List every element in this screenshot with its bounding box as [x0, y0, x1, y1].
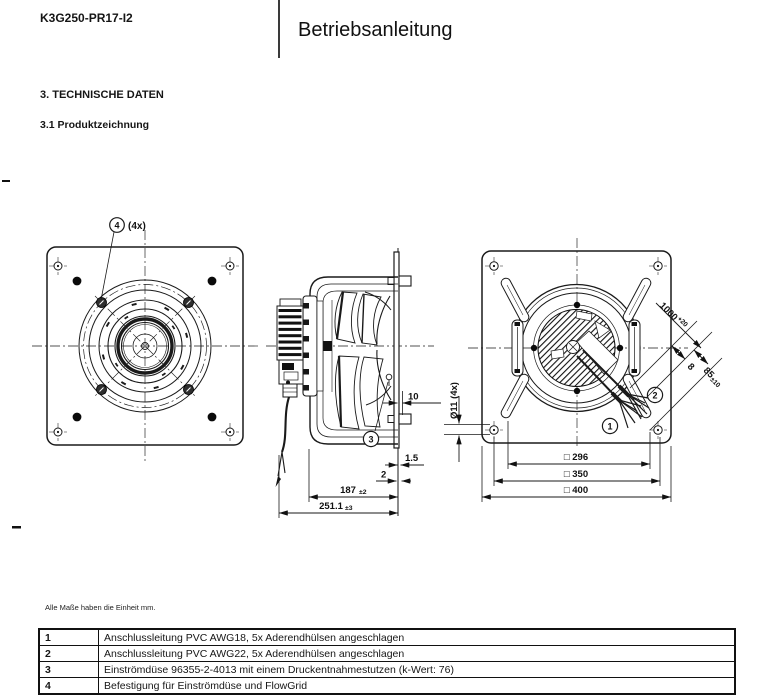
dim-ferrule-label: 8 [684, 361, 697, 373]
dim-plate-label: 2 [381, 469, 387, 481]
dim-hole-label: Ø11 (4x) [449, 382, 460, 419]
part-position: 4 [39, 678, 99, 695]
dim-strip-length-label: 85 [700, 365, 717, 381]
part-description: Einströmdüse 96355-2-4013 mit einem Druckentnahmestutzen (k-Wert: 76) [99, 662, 736, 678]
units-note: Alle Maße haben die Einheit mm. [45, 603, 156, 612]
callout-part4-number: 4 [114, 220, 120, 231]
dim-sq400-label: □ 400 [563, 485, 589, 496]
subsection-heading: 3.1 Produktzeichnung [40, 119, 150, 131]
dim-cable-length-label: 1000 [656, 300, 680, 324]
callout-part1-number: 1 [607, 421, 613, 432]
part-position: 3 [39, 662, 99, 678]
dim-depth-inner-label: 187 [340, 485, 356, 496]
part-position: 1 [39, 629, 99, 646]
scan-marks [2, 180, 21, 529]
dim-gap-label: 1.5 [405, 453, 419, 464]
table-row [39, 678, 735, 695]
part-description: Anschlussleitung PVC AWG22, 5x Aderendhülsen angeschlagen [99, 646, 736, 662]
product-code: K3G250-PR17-I2 [40, 11, 133, 25]
table-row [39, 646, 735, 662]
dim-depth-inner-tol: ±2 [359, 489, 367, 496]
callout-part4-qty: (4x) [128, 221, 146, 232]
table-row [39, 629, 735, 646]
dim-strip-length-tol: ±10 [708, 376, 722, 390]
dim-sq296-label: □ 296 [563, 452, 589, 463]
dim-depth-total-label: 251.1 [319, 501, 343, 512]
part-description: Befestigung für Einströmdüse und FlowGrid [99, 678, 736, 695]
callout-part2-number: 2 [652, 390, 658, 401]
callout-part3-number: 3 [368, 434, 374, 445]
page-title: Betriebsanleitung [298, 19, 453, 41]
dim-sq350-label: □ 350 [563, 469, 589, 480]
rear-view [444, 238, 725, 502]
table-row [39, 662, 735, 678]
front-view [32, 218, 259, 462]
part-description: Anschlussleitung PVC AWG18, 5x Aderendhülsen angeschlagen [99, 629, 736, 646]
side-view [266, 248, 441, 518]
callout-part1 [602, 418, 617, 433]
part-position: 2 [39, 646, 99, 662]
callout-part2 [647, 387, 662, 402]
dim-cable-length-tol: +20 [675, 315, 689, 329]
parts-table [38, 628, 736, 695]
side-dimensions [279, 391, 441, 518]
dim-stud-label: 10 [408, 391, 419, 403]
dim-depth-total-tol: ±3 [345, 505, 353, 512]
section-heading: 3. TECHNISCHE DATEN [40, 89, 164, 101]
